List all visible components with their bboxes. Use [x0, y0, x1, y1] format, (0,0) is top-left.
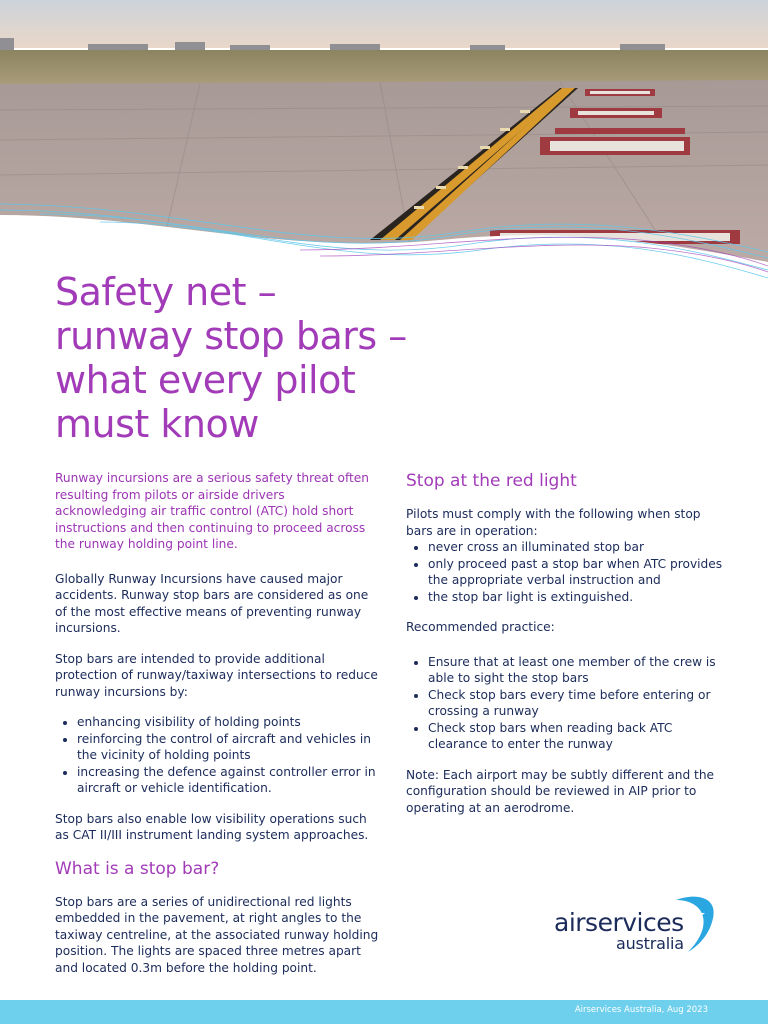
- paragraph-recommended-practice: Recommended practice:: [406, 620, 555, 634]
- footer-bar: [0, 1000, 768, 1024]
- list-item: • enhancing visibility of holding points: [77, 714, 380, 731]
- title-line: runway stop bars –: [55, 314, 407, 358]
- list-item: • Ensure that at least one member of the crew is able to sight the stop bars: [428, 654, 726, 687]
- right-column: [406, 470, 726, 816]
- paragraph-note: Note: Each airport may be subtly different and the configuration should be reviewed in AIP prior to operating at an aerodrome.: [406, 767, 715, 815]
- list-item: • increasing the defence against controller error in aircraft or vehicle identification.: [77, 764, 380, 797]
- list-item: • never cross an illuminated stop bar: [428, 539, 726, 556]
- hero-runway-image: [0, 0, 768, 300]
- airservices-logo: [548, 892, 728, 962]
- paragraph-protection: Stop bars are intended to provide additional protection of runway/taxiway intersections to reduce runway incursions by:: [55, 651, 378, 699]
- logo-subtext: australia: [616, 934, 684, 953]
- section-heading-what-is-stop-bar: What is a stop bar?: [55, 858, 220, 879]
- title-line: Safety net –: [55, 270, 277, 314]
- list-item: • the stop bar light is extinguished.: [428, 589, 726, 606]
- paragraph-incursions: Globally Runway Incursions have caused major accidents. Runway stop bars are considered as one of the most effective means of preventing runway incursions.: [55, 571, 369, 635]
- protection-bullet-list: [55, 714, 380, 797]
- paragraph-low-visibility: Stop bars also enable low visibility operations such as CAT II/III instrument landing system approaches.: [55, 811, 369, 842]
- left-column: [55, 470, 380, 976]
- recommended-bullet-list: [406, 654, 726, 753]
- paragraph-stop-bar-definition: Stop bars are a series of unidirectional red lights embedded in the pavement, at right angles to the taxiway centreline, at the associated runway holding position. The lights are spaced three metres apart and located 0.3m before the holding point.: [55, 894, 379, 975]
- list-item: • reinforcing the control of aircraft and vehicles in the vicinity of holding points: [77, 731, 380, 764]
- section-heading-stop-at-red-light: Stop at the red light: [406, 471, 577, 491]
- logo-wordmark: airservices: [554, 908, 684, 937]
- paragraph-pilots-must-comply: Pilots must comply with the following when stop bars are in operation:: [406, 507, 701, 538]
- title-line: what every pilot: [55, 358, 356, 402]
- lead-paragraph: Runway incursions are a serious safety threat often resulting from pilots or airside drivers acknowledging air traffic control (ATC) hold short instructions and then continuing to proceed across the runway holding point line.: [55, 471, 370, 551]
- compliance-bullet-list: [406, 539, 726, 605]
- title-line: must know: [55, 402, 259, 446]
- list-item: • Check stop bars when reading back ATC clearance to enter the runway: [428, 720, 726, 753]
- list-item: • Check stop bars every time before entering or crossing a runway: [428, 687, 726, 720]
- page-title: [55, 270, 475, 446]
- list-item: • only proceed past a stop bar when ATC provides the appropriate verbal instruction and: [428, 556, 726, 589]
- footer-credit: Airservices Australia, Aug 2023: [574, 1005, 708, 1015]
